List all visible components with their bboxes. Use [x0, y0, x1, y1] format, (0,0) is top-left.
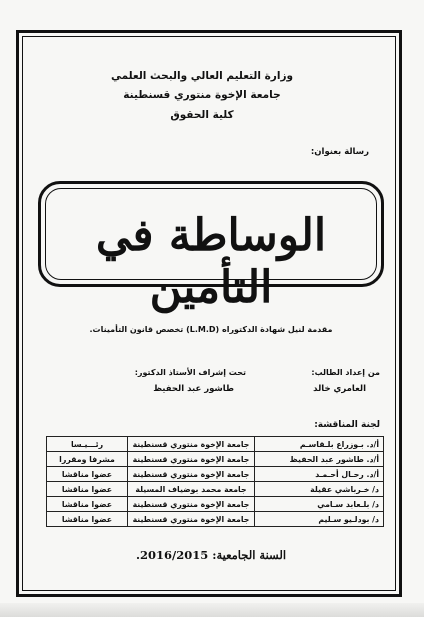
- thesis-label: رسالة بعنوان:: [310, 147, 369, 157]
- committee-member-name: د/ بودلـيو سـليم: [255, 512, 384, 527]
- prepared-by-label: من إعداد الطالب:: [311, 368, 380, 377]
- committee-member-name: د/ بلـعابد سـامي: [255, 497, 384, 512]
- committee-member-name: أ/د. بـوزراع بلـقاسـم: [255, 437, 384, 452]
- committee-row: [47, 482, 384, 497]
- ministry-line: وزارة التعليم العالي والبحث العلمي: [110, 70, 294, 82]
- committee-member-name: أ/د. رحـال أحـمـد: [255, 467, 384, 482]
- committee-member-role: عضوا مناقشا: [47, 497, 128, 512]
- committee-row: [47, 437, 384, 452]
- committee-table: [46, 436, 384, 527]
- committee-member-role: عضوا مناقشا: [47, 482, 128, 497]
- committee-member-role: عضوا مناقشا: [47, 467, 128, 482]
- committee-row: [47, 512, 384, 527]
- committee-member-role: رئـــيـسا: [47, 437, 128, 452]
- academic-year: السنة الجامعية: 2016/2015.: [135, 548, 287, 562]
- faculty-line: كلية الحقوق: [170, 109, 234, 121]
- committee-member-university: جامعة الإخوة منتوري قسنطينة: [128, 467, 255, 482]
- committee-member-name: د/ خـرباشي عقيلة: [255, 482, 384, 497]
- university-line: جامعة الإخوة منتوري قسنطينة: [123, 89, 281, 101]
- committee-member-university: جامعة الإخوة منتوري قسنطينة: [128, 512, 255, 527]
- committee-member-role: عضوا مناقشا: [47, 512, 128, 527]
- committee-member-university: جامعة الإخوة منتوري قسنطينة: [128, 497, 255, 512]
- supervisor-name: طاشور عبد الحفيظ: [153, 384, 234, 394]
- thesis-title: الوساطة في التأمين: [95, 210, 327, 313]
- supervisor-label: تحت إشراف الأستاذ الدكتور:: [134, 368, 246, 377]
- scan-edge: [0, 603, 424, 617]
- degree-subtitle: مقدمة لنيل شهادة الدكتوراه (L.M.D) تخصص قانون التأمينات.: [89, 325, 333, 334]
- committee-member-university: جامعة الإخوة منتوري قسنطينة: [128, 437, 255, 452]
- committee-member-role: مشرفا ومقررا: [47, 452, 128, 467]
- committee-row: [47, 497, 384, 512]
- committee-member-name: أ/د. طاشور عبد الحفيظ: [255, 452, 384, 467]
- committee-member-university: جامعة الإخوة منتوري قسنطينة: [128, 452, 255, 467]
- committee-label: لجنة المناقشة:: [314, 420, 380, 430]
- committee-row: [47, 452, 384, 467]
- committee-row: [47, 467, 384, 482]
- committee-member-university: جامعة محمد بوضياف المسيلة: [128, 482, 255, 497]
- student-name: العامري خالد: [313, 384, 366, 394]
